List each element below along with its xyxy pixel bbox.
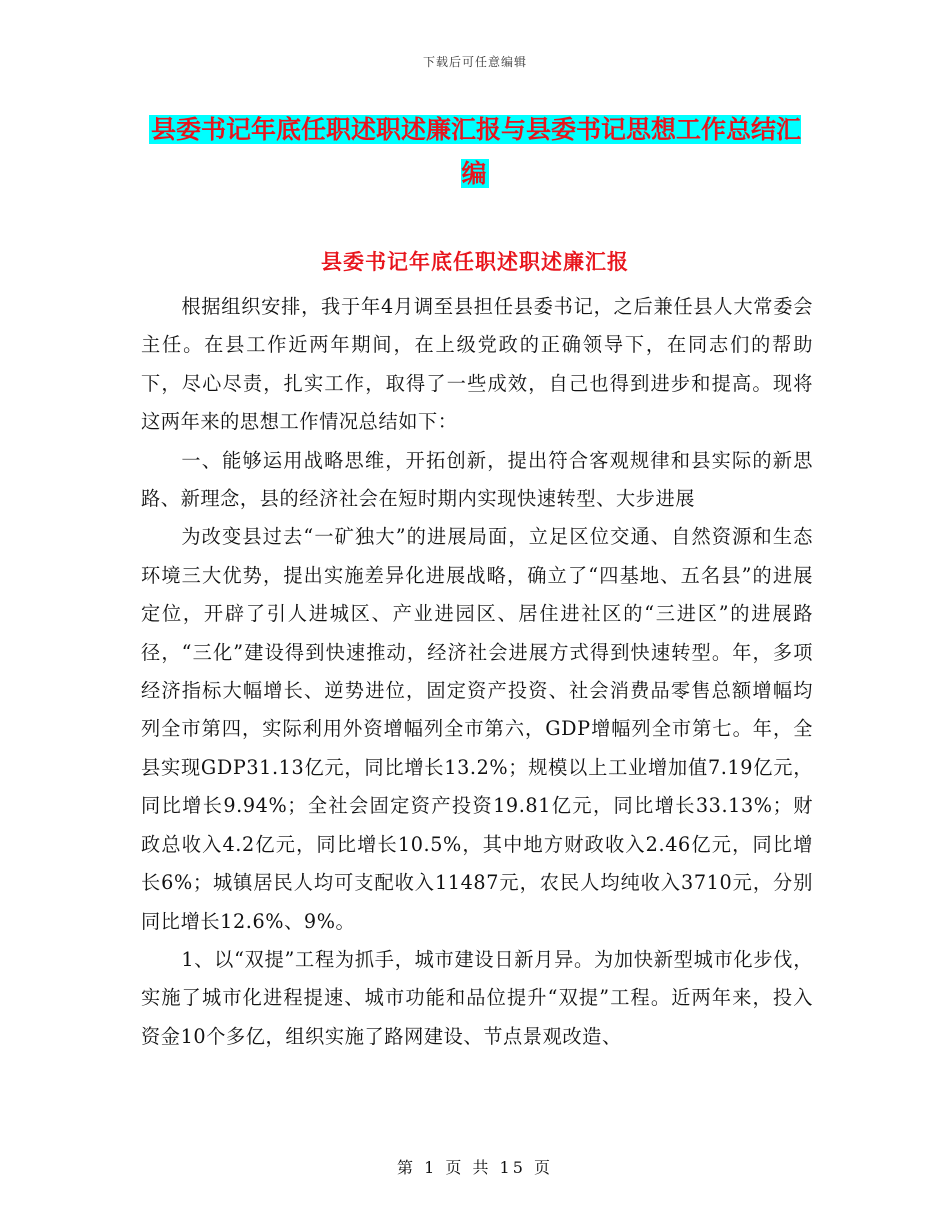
page-footer: 第 1 页 共 15 页: [397, 1158, 553, 1177]
document-title-text: 县委书记年底任职述职述廉汇报与县委书记思想工作总结汇编: [150, 115, 801, 188]
header-note: 下载后可任意编辑: [422, 55, 527, 69]
section-title: 县委书记年底任职述职述廉汇报: [321, 250, 629, 274]
paragraph: 根据组织安排，我于年4月调至县担任县委书记，之后兼任县人大常委会主任。在县工作近两年期间，在上级党政的正确领导下，在同志们的帮助下，尽心尽责，扎实工作，取得了一些成效，自己也得到进步和提高。现将这两年来的思想工作情况总结如下：: [141, 295, 813, 434]
document-body: [141, 288, 813, 1056]
paragraph: 一、能够运用战略思维，开拓创新，提出符合客观规律和县实际的新思路、新理念，县的经济社会在短时期内实现快速转型、大步进展: [141, 448, 813, 511]
document-title: [140, 108, 810, 196]
paragraph: 为改变县过去“一矿独大”的进展局面，立足区位交通、自然资源和生态环境三大优势，提出实施差异化进展战略，确立了“四基地、五名县”的进展定位，开辟了引人进城区、产业进园区、居住进社区的“三进区”的进展路径，“三化”建设得到快速推动，经济社会进展方式得到快速转型。年，多项经济指标大幅增长、逆势进位，固定资产投资、社会消费品零售总额增幅均列全市第四，实际利用外资增幅列全市第六，GDP增幅列全市第七。年，全县实现GDP31.13亿元，同比增长13.2%；规模以上工业增加值7.19亿元，同比增长9.94%；全社会固定资产投资19.81亿元，同比增长33.13%；财政总收入4.2亿元，同比增长10.5%，其中地方财政收入2.46亿元，同比增长6%；城镇居民人均可支配收入11487元，农民人均纯收入3710元，分别同比增长12.6%、9%。: [141, 525, 813, 933]
paragraph: 1、以“双提”工程为抓手，城市建设日新月异。为加快新型城市化步伐，实施了城市化进程提速、城市功能和品位提升“双提”工程。近两年来，投入资金10个多亿，组织实施了路网建设、节点景观改造、: [141, 947, 813, 1048]
